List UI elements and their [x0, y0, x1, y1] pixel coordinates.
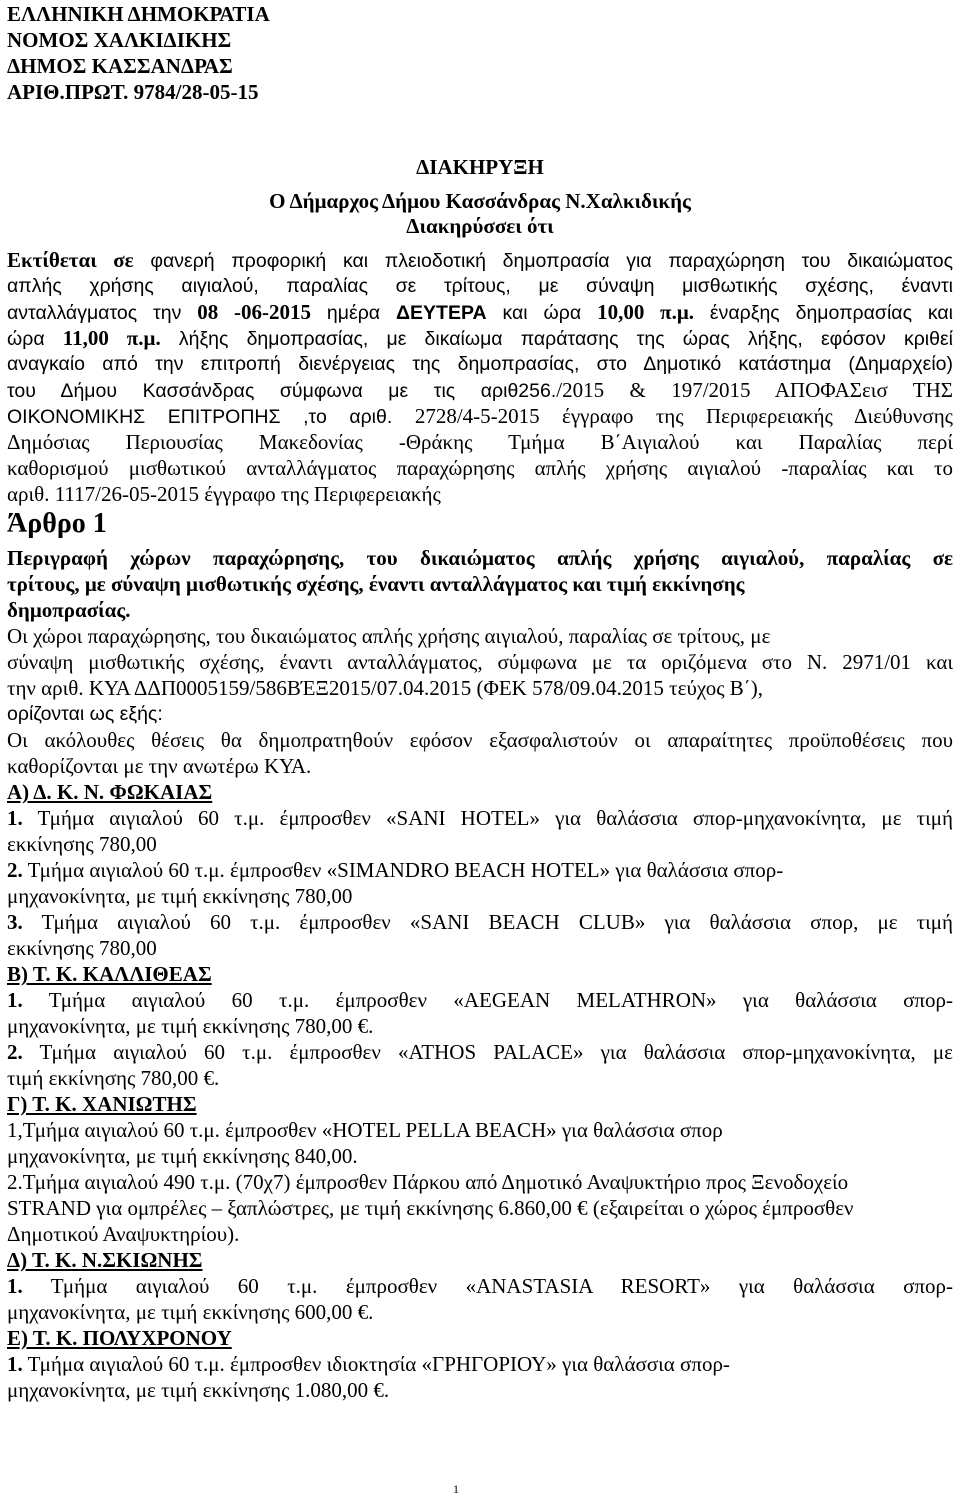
section-c-item-1: 1,Τμήμα αιγιαλού 60 τ.μ. έμπροσθεν «HOTEL PELLA BEACH» για θαλάσσια σπορ [7, 1118, 723, 1142]
section-c-heading: Γ) Τ. Κ. ΧΑΝΙΩΤΗΣ [7, 1092, 197, 1116]
section-a-item-1-cont: εκκίνησης 780,00 [7, 832, 157, 856]
intro-line-1: Εκτίθεται σε φανερή προφορική και πλειοδοτική δημοπρασία για παραχώρηση του δικαιώματος [7, 248, 953, 272]
intro-line-7: ΟΙΚΟΝΟΜΙΚΗΣ ΕΠΙΤΡΟΠΗΣ ,το αριθ. 2728/4-5-2015 έγγραφο της Περιφερειακής Διεύθυνσης [7, 404, 953, 428]
section-a-item-3-cont: εκκίνησης 780,00 [7, 936, 157, 960]
section-c-item-1-cont: μηχανοκίνητα, με τιμή εκκίνησης 840,00. [7, 1144, 358, 1168]
intro-line-10: αριθ. 1117/26-05-2015 έγγραφο της Περιφερειακής [7, 482, 441, 506]
section-c-item-2-cont-2: Δημοτικού Αναψυκτηρίου). [7, 1222, 240, 1246]
intro-line-3: ανταλλάγματος την 08 -06-2015 ημέρα ΔΕΥΤΕΡΑ και ώρα 10,00 π.μ. έναρξης δημοπρασίας και [7, 300, 953, 324]
section-b-item-1: 1. Τμήμα αιγιαλού 60 τ.μ. έμπροσθεν «AEGEAN MELATHRON» για θαλάσσια σπορ- [7, 988, 953, 1012]
article-paragraph-5: Οι ακόλουθες θέσεις θα δημοπρατηθούν εφόσον εξασφαλιστούν οι απαραίτητες προϋποθέσεις που [7, 728, 953, 752]
intro-line-6: του Δήμου Κασσάνδρας σύμφωνα με τις αριθ256./2015 & 197/2015 ΑΠΟΦΑΣεισ ΤΗΣ [7, 378, 953, 402]
article-paragraph-2: σύναψη μισθωτικής σχέσης, έναντι ανταλλάγματος, σύμφωνα με τα οριζόμενα στο Ν. 2971/01 και [7, 650, 953, 674]
section-e-item-1-cont: μηχανοκίνητα, με τιμή εκκίνησης 1.080,00 €. [7, 1378, 390, 1402]
section-d-heading: Δ) Τ. Κ. Ν.ΣΚΙΩΝΗΣ [7, 1248, 203, 1272]
section-d-item-1-cont: μηχανοκίνητα, με τιμή εκκίνησης 600,00 €. [7, 1300, 374, 1324]
mayor-line: Ο Δήμαρχος Δήμου Κασσάνδρας Ν.Χαλκιδικής [269, 189, 691, 213]
section-a-heading: Α) Δ. Κ. Ν. ΦΩΚΑΙΑΣ [7, 780, 213, 804]
declares-line: Διακηρύσσει ότι [406, 214, 554, 238]
section-a-item-1: 1. Τμήμα αιγιαλού 60 τ.μ. έμπροσθεν «SANI HOTEL» για θαλάσσια σπορ-μηχανοκίνητα, με τιμή [7, 806, 953, 830]
section-b-item-1-cont: μηχανοκίνητα, με τιμή εκκίνησης 780,00 €. [7, 1014, 374, 1038]
section-c-item-2-cont: STRAND για ομπρέλες – ξαπλώστρες, με τιμή εκκίνησης 6.860,00 € (εξαιρείται ο χώρος έμπροσθεν [7, 1196, 854, 1220]
intro-line-9: καθορισμού μισθωτικού ανταλλάγματος παραχώρησης απλής χρήσης αιγιαλού -παραλίας και το [7, 456, 953, 480]
header-country: ΕΛΛΗΝΙΚΗ ΔΗΜΟΚΡΑΤΙΑ [7, 2, 270, 26]
section-a-item-2-cont: μηχανοκίνητα, με τιμή εκκίνησης 780,00 [7, 884, 353, 908]
intro-line-8: Δημόσιας Περιουσίας Μακεδονίας -Θράκης Τμήμα Β΄Αιγιαλού και Παραλίας περί [7, 430, 953, 454]
article-paragraph-4: ορίζονται ως εξής: [7, 703, 163, 725]
section-b-item-2: 2. Τμήμα αιγιαλού 60 τ.μ. έμπροσθεν «ATHOS PALACE» για θαλάσσια σπορ-μηχανοκίνητα, με [7, 1040, 953, 1064]
header-municipality: ΔΗΜΟΣ ΚΑΣΣΑΝΔΡΑΣ [7, 54, 233, 78]
section-e-item-1: 1. Τμήμα αιγιαλού 60 τ.μ. έμπροσθεν ιδιοκτησία «ΓΡΗΓΟΡΙΟΥ» για θαλάσσια σπορ- [7, 1352, 730, 1376]
article-description-1: Περιγραφή χώρων παραχώρησης, του δικαιώματος απλής χρήσης αιγιαλού, παραλίας σε [7, 546, 953, 570]
section-e-heading: Ε) Τ. Κ. ΠΟΛΥΧΡΟΝΟΥ [7, 1326, 232, 1350]
header-protocol-number: ΑΡΙΘ.ΠΡΩΤ. 9784/28-05-15 [7, 80, 259, 104]
section-b-heading: Β) Τ. Κ. ΚΑΛΛΙΘΕΑΣ [7, 962, 212, 986]
document-title: ΔΙΑΚΗΡΥΞΗ [416, 155, 544, 179]
section-c-item-2: 2.Τμήμα αιγιαλού 490 τ.μ. (70χ7) έμπροσθεν Πάρκου από Δημοτικό Αναψυκτήριο προς Ξενοδοχείο [7, 1170, 849, 1194]
article-paragraph-3: την αριθ. ΚΥΑ ΔΔΠ0005159/586ΒΈΞ2015/07.04.2015 (ΦΕΚ 578/09.04.2015 τεύχος Β΄), [7, 676, 764, 700]
article-paragraph-6: καθορίζονται με την ανωτέρω ΚΥΑ. [7, 754, 312, 778]
section-b-item-2-cont: τιμή εκκίνησης 780,00 €. [7, 1066, 220, 1090]
article-heading: Άρθρο 1 [7, 508, 107, 539]
section-d-item-1: 1. Τμήμα αιγιαλού 60 τ.μ. έμπροσθεν «ANASTASIA RESORT» για θαλάσσια σπορ- [7, 1274, 953, 1298]
section-a-item-2: 2. Τμήμα αιγιαλού 60 τ.μ. έμπροσθεν «SIMANDRO BEACH HOTEL» για θαλάσσια σπορ- [7, 858, 784, 882]
intro-line-2: απλής χρήσης αιγιαλού, παραλίας σε τρίτους, με σύναψη μισθωτικής σχέσης, έναντι [7, 275, 953, 297]
intro-line-4: ώρα 11,00 π.μ. λήξης δημοπρασίας, με δικαίωμα παράτασης της ώρας λήξης, εφόσον κριθεί [7, 326, 953, 350]
page-number: 1 [453, 1482, 459, 1496]
article-description-2: τρίτους, με σύναψη μισθωτικής σχέσης, έναντι ανταλλάγματος και τιμή εκκίνησης [7, 572, 745, 596]
header-prefecture: ΝΟΜΟΣ ΧΑΛΚΙΔΙΚΗΣ [7, 28, 232, 52]
article-description-3: δημοπρασίας. [7, 598, 131, 622]
section-a-item-3: 3. Τμήμα αιγιαλού 60 τ.μ. έμπροσθεν «SANI BEACH CLUB» για θαλάσσια σπορ, με τιμή [7, 910, 953, 934]
intro-line-5: αναγκαίο από την επιτροπή διενέργειας της δημοπρασίας, στο Δημοτικό κατάστημα (Δημαρχείο) [7, 353, 953, 375]
article-paragraph-1: Οι χώροι παραχώρησης, του δικαιώματος απλής χρήσης αιγιαλού, παραλίας σε τρίτους, με [7, 624, 771, 648]
